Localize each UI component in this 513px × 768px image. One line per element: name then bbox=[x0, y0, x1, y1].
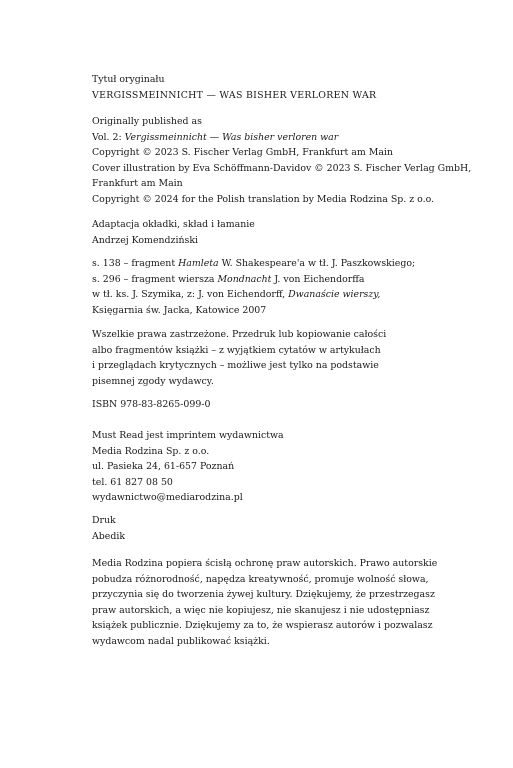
copyright-note-line-5: książek publicznie. Dziękujemy za to, że wspierasz autorów i pozwalasz bbox=[92, 620, 433, 632]
quote-credit-1: s. 138 – fragment Hamleta W. Shakespeare'a w tł. J. Paszkowskiego; bbox=[92, 258, 416, 269]
cover-illustration-credit-cont: Frankfurt am Main bbox=[92, 178, 183, 190]
print-label: Druk bbox=[92, 515, 116, 526]
print-block bbox=[92, 513, 462, 544]
original-title: VERGISSMEINNICHT — WAS BISHER VERLOREN WAR bbox=[92, 89, 377, 101]
layout-credit-name: Andrzej Komendziński bbox=[92, 234, 199, 246]
copyright-note-line-1: Media Rodzina popiera ścisłą ochronę praw autorskich. Prawo autorskie bbox=[92, 558, 438, 569]
copyright-note-line-6: wydawcom nadal publikować książki. bbox=[92, 635, 270, 647]
quote-credit-4: Księgarnia św. Jacka, Katowice 2007 bbox=[92, 304, 267, 316]
quote-credit-2: s. 296 – fragment wiersza Mondnacht J. von Eichendorffa bbox=[92, 273, 365, 285]
translation-copyright: Copyright © 2024 for the Polish translation by Media Rodzina Sp. z o.o. bbox=[92, 193, 435, 205]
rights-line-3: i przeglądach krytycznych – możliwe jest tylko na podstawie bbox=[92, 360, 379, 372]
publisher-address: ul. Pasieka 24, 61-657 Poznań bbox=[92, 461, 235, 473]
quote-credit-3: w tł. ks. J. Szymika, z: J. von Eichendorff, Dwanaście wierszy, bbox=[92, 289, 381, 301]
publisher-name: Media Rodzina Sp. z o.o. bbox=[92, 445, 210, 457]
publisher-phone: tel. 61 827 08 50 bbox=[92, 476, 173, 488]
rights-line-4: pisemnej zgody wydawcy. bbox=[92, 375, 214, 387]
publication-copyright: Copyright © 2023 S. Fischer Verlag GmbH, Frankfurt am Main bbox=[92, 147, 393, 159]
rights-line-1: Wszelkie prawa zastrzeżone. Przedruk lub kopiowanie całości bbox=[92, 329, 387, 340]
layout-credit-label: Adaptacja okładki, skład i łamanie bbox=[92, 219, 255, 230]
publication-line-2: Vol. 2: Vergissmeinnicht — Was bisher verloren war bbox=[92, 131, 339, 143]
original-title-block bbox=[92, 72, 462, 103]
copyright-note-line-4: praw autorskich, a więc nie kopiujesz, nie skanujesz i nie udostępniasz bbox=[92, 604, 430, 616]
publication-line-1: Originally published as bbox=[92, 116, 202, 127]
copyright-note-block bbox=[92, 556, 462, 650]
layout-credit-block bbox=[92, 217, 462, 248]
rights-block bbox=[92, 327, 462, 389]
publication-block bbox=[92, 114, 472, 208]
publisher-email: wydawnictwo@mediarodzina.pl bbox=[92, 492, 243, 504]
cover-illustration-credit: Cover illustration by Eva Schöffmann-Davidov © 2023 S. Fischer Verlag GmbH, bbox=[92, 162, 472, 174]
rights-line-2: albo fragmentów książki – z wyjątkiem cytatów w artykułach bbox=[92, 344, 381, 356]
copyright-note-line-2: pobudza różnorodność, napędza kreatywność, promuje wolność słowa, bbox=[92, 573, 429, 585]
isbn: ISBN 978-83-8265-099-0 bbox=[92, 399, 211, 410]
printer-name: Abedik bbox=[92, 530, 126, 542]
isbn-block bbox=[92, 397, 462, 413]
original-title-label: Tytuł oryginału bbox=[92, 74, 165, 85]
quotes-block bbox=[92, 256, 462, 318]
imprint-line-1: Must Read jest imprintem wydawnictwa bbox=[92, 430, 284, 441]
imprint-block bbox=[92, 428, 462, 506]
copyright-note-line-3: przyczynia się do tworzenia żywej kultury. Dziękujemy, że przestrzegasz bbox=[92, 589, 435, 601]
